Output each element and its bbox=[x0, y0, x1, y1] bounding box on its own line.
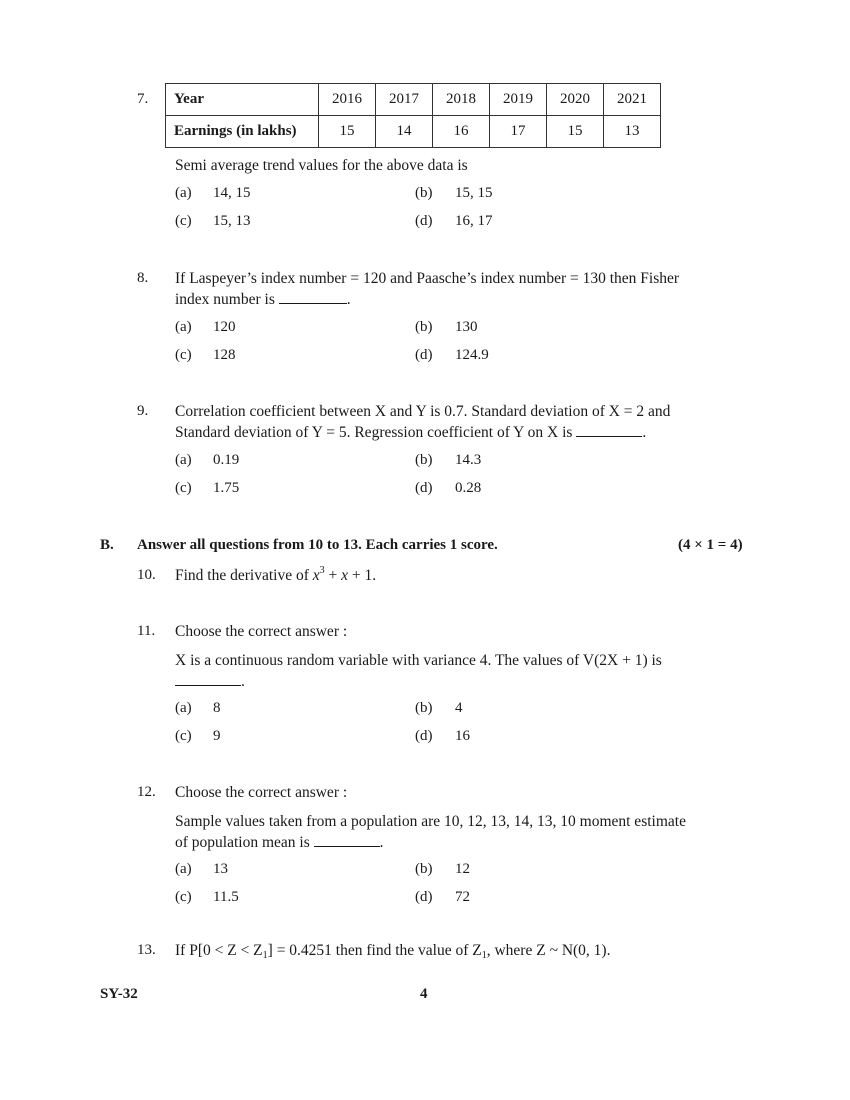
question-10-text bbox=[175, 565, 376, 586]
question-12-line-2-text: of population mean is bbox=[175, 834, 310, 851]
table-cell-year: 2019 bbox=[490, 84, 547, 116]
question-9-option-a: 0.19 bbox=[213, 452, 240, 468]
paper-code: SY-32 bbox=[100, 986, 138, 1002]
section-marks: (4 × 1 = 4) bbox=[678, 537, 743, 553]
table-cell-earnings: 17 bbox=[490, 116, 547, 148]
question-9-line-1: Correlation coefficient between X and Y is 0.7. Standard deviation of X = 2 and bbox=[175, 403, 671, 420]
option-tag-b: (b) bbox=[415, 185, 433, 201]
question-11-option-b: 4 bbox=[455, 700, 463, 716]
table-cell-earnings: 13 bbox=[604, 116, 661, 148]
table-cell-earnings: 15 bbox=[547, 116, 604, 148]
question-12-prompt: Choose the correct answer : bbox=[175, 784, 348, 801]
question-9-option-b: 14.3 bbox=[455, 452, 482, 468]
question-13-text bbox=[175, 940, 610, 961]
question-9-option-d: 0.28 bbox=[455, 480, 482, 496]
option-tag-c: (c) bbox=[175, 213, 192, 229]
question-8-number: 8. bbox=[137, 270, 149, 286]
question-13-subscript: 1 bbox=[262, 950, 268, 961]
question-11-option-d: 16 bbox=[455, 728, 470, 744]
table-cell-earnings: 15 bbox=[319, 116, 376, 148]
question-7-option-b: 15, 15 bbox=[455, 185, 493, 201]
question-10-exponent: 3 bbox=[319, 565, 325, 576]
table-cell-earnings: 16 bbox=[433, 116, 490, 148]
question-9-line-2-text: Standard deviation of Y = 5. Regression coefficient of Y on X is bbox=[175, 424, 573, 441]
section-instruction: Answer all questions from 10 to 13. Each carries 1 score. bbox=[137, 537, 498, 553]
option-tag-b: (b) bbox=[415, 319, 433, 335]
question-12-number: 12. bbox=[137, 784, 156, 800]
table-cell-year: 2021 bbox=[604, 84, 661, 116]
question-10-plus: + bbox=[324, 567, 342, 584]
question-8-option-c: 128 bbox=[213, 347, 236, 363]
question-13-part-2: ] = 0.4251 then find the value of Z bbox=[267, 942, 482, 959]
option-tag-c: (c) bbox=[175, 889, 192, 905]
table-cell-year: 2016 bbox=[319, 84, 376, 116]
option-tag-b: (b) bbox=[415, 700, 433, 716]
table-row-year bbox=[166, 84, 661, 116]
question-13-part-1: If P[0 < Z < Z bbox=[175, 942, 263, 959]
page-number: 4 bbox=[420, 986, 428, 1002]
option-tag-c: (c) bbox=[175, 728, 192, 744]
answer-blank bbox=[175, 671, 241, 686]
option-tag-d: (d) bbox=[415, 480, 433, 496]
question-12-line-2: of population mean is . bbox=[175, 834, 384, 851]
question-12-option-d: 72 bbox=[455, 889, 470, 905]
question-9-option-c: 1.75 bbox=[213, 480, 240, 496]
question-7-option-d: 16, 17 bbox=[455, 213, 493, 229]
question-12-option-a: 13 bbox=[213, 861, 228, 877]
question-7-option-c: 15, 13 bbox=[213, 213, 251, 229]
question-7-text: Semi average trend values for the above data is bbox=[175, 157, 468, 174]
table-header-year: Year bbox=[166, 84, 319, 116]
question-11-option-a: 8 bbox=[213, 700, 221, 716]
table-row-earnings bbox=[166, 116, 661, 148]
question-8-line-2: index number is . bbox=[175, 291, 351, 308]
answer-blank bbox=[576, 422, 642, 437]
option-tag-a: (a) bbox=[175, 700, 192, 716]
option-tag-d: (d) bbox=[415, 889, 433, 905]
earnings-table bbox=[165, 83, 661, 148]
question-10-prefix: Find the derivative of bbox=[175, 567, 309, 584]
option-tag-a: (a) bbox=[175, 319, 192, 335]
table-header-earnings: Earnings (in lakhs) bbox=[166, 116, 319, 148]
question-8-line-1: If Laspeyer’s index number = 120 and Paasche’s index number = 130 then Fisher bbox=[175, 270, 680, 287]
option-tag-d: (d) bbox=[415, 213, 433, 229]
question-11-number: 11. bbox=[137, 623, 156, 639]
option-tag-d: (d) bbox=[415, 728, 433, 744]
question-8-option-a: 120 bbox=[213, 319, 236, 335]
table-cell-year: 2017 bbox=[376, 84, 433, 116]
table-cell-earnings: 14 bbox=[376, 116, 433, 148]
question-13-number: 13. bbox=[137, 942, 156, 958]
question-10-suffix: + 1. bbox=[348, 567, 377, 584]
table-cell-year: 2020 bbox=[547, 84, 604, 116]
question-9-line-2: Standard deviation of Y = 5. Regression coefficient of Y on X is . bbox=[175, 424, 647, 441]
option-tag-a: (a) bbox=[175, 185, 192, 201]
question-10-number: 10. bbox=[137, 567, 156, 583]
option-tag-d: (d) bbox=[415, 347, 433, 363]
question-12-option-c: 11.5 bbox=[213, 889, 239, 905]
section-letter: B. bbox=[100, 537, 114, 553]
option-tag-c: (c) bbox=[175, 347, 192, 363]
question-11-line-2: . bbox=[175, 671, 245, 692]
question-8-line-2-text: index number is bbox=[175, 291, 275, 308]
question-10-var: x bbox=[312, 567, 320, 584]
question-12-line-1: Sample values taken from a population are 10, 12, 13, 14, 13, 10 moment estimate bbox=[175, 813, 686, 830]
option-tag-c: (c) bbox=[175, 480, 192, 496]
question-9-number: 9. bbox=[137, 403, 149, 419]
question-13-subscript: 1 bbox=[481, 950, 487, 961]
option-tag-a: (a) bbox=[175, 452, 192, 468]
answer-blank bbox=[314, 832, 380, 847]
option-tag-a: (a) bbox=[175, 861, 192, 877]
table-cell-year: 2018 bbox=[433, 84, 490, 116]
question-12-option-b: 12 bbox=[455, 861, 470, 877]
question-11-prompt: Choose the correct answer : bbox=[175, 623, 348, 640]
question-11-option-c: 9 bbox=[213, 728, 221, 744]
question-11-line-1: X is a continuous random variable with variance 4. The values of V(2X + 1) is bbox=[175, 652, 662, 669]
question-13-part-3: , where Z ~ N(0, 1). bbox=[486, 942, 611, 959]
question-10-var: x bbox=[341, 567, 349, 584]
option-tag-b: (b) bbox=[415, 861, 433, 877]
question-7-option-a: 14, 15 bbox=[213, 185, 251, 201]
question-8-option-b: 130 bbox=[455, 319, 478, 335]
question-8-option-d: 124.9 bbox=[455, 347, 489, 363]
option-tag-b: (b) bbox=[415, 452, 433, 468]
answer-blank bbox=[279, 289, 347, 304]
question-7-number: 7. bbox=[137, 91, 149, 107]
